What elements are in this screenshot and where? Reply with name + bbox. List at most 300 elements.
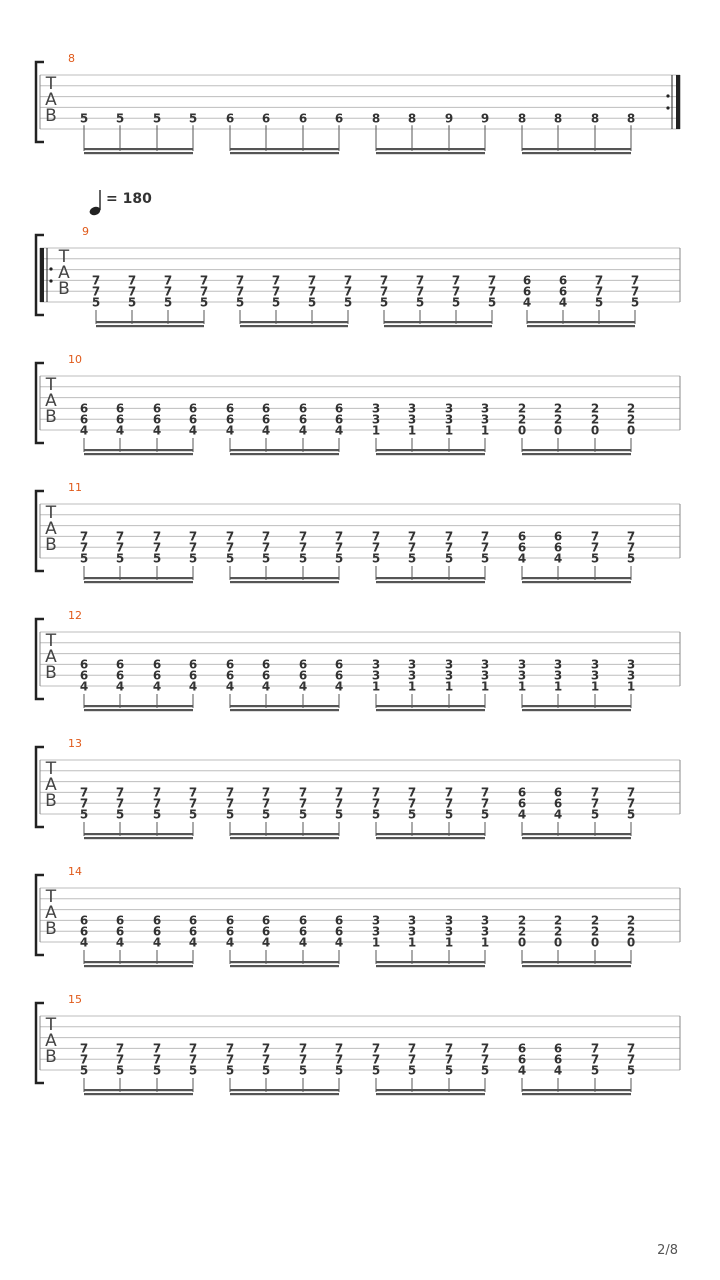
fret-number: 6: [152, 401, 162, 416]
fret-number: 7: [79, 540, 89, 555]
beam-secondary: [84, 1093, 193, 1095]
fret-number: 7: [594, 273, 604, 288]
fret-number: 2: [626, 412, 636, 427]
fret-number: 7: [626, 529, 636, 544]
beam-primary: [376, 449, 485, 451]
fret-number: 5: [225, 807, 235, 822]
beam-secondary: [84, 837, 193, 839]
fret-number: 7: [626, 540, 636, 555]
measure-number: 13: [68, 737, 82, 750]
fret-number: 4: [298, 679, 308, 694]
fret-number: 1: [371, 423, 381, 438]
fret-number: 5: [407, 551, 417, 566]
fret-number: 2: [590, 924, 600, 939]
fret-number: 6: [225, 924, 235, 939]
fret-number: 9: [480, 111, 490, 126]
beam-primary: [84, 705, 193, 707]
tab-clef-a: A: [45, 775, 57, 795]
fret-number: 5: [115, 807, 125, 822]
fret-number: 7: [480, 785, 490, 800]
fret-number: 7: [188, 785, 198, 800]
fret-number: 6: [188, 913, 198, 928]
fret-number: 7: [235, 273, 245, 288]
page-number: 2/8: [657, 1243, 678, 1258]
fret-number: 7: [444, 1052, 454, 1067]
fret-number: 3: [444, 913, 454, 928]
tab-clef-b: B: [45, 663, 57, 683]
tab-clef-b: B: [45, 919, 57, 939]
fret-number: 2: [553, 401, 563, 416]
fret-number: 6: [188, 924, 198, 939]
fret-number: 1: [590, 679, 600, 694]
fret-number: 7: [444, 796, 454, 811]
fret-number: 4: [522, 295, 532, 310]
fret-number: 4: [188, 423, 198, 438]
fret-number: 8: [590, 111, 600, 126]
beam-primary: [230, 148, 339, 150]
fret-number: 6: [298, 111, 308, 126]
fret-number: 0: [590, 935, 600, 950]
fret-number: 3: [371, 668, 381, 683]
tab-clef-a: A: [45, 647, 57, 667]
fret-number: 5: [379, 295, 389, 310]
measure-number: 9: [82, 225, 89, 238]
fret-number: 6: [225, 412, 235, 427]
beam-primary: [527, 321, 635, 323]
fret-number: 7: [626, 1041, 636, 1056]
fret-number: 7: [415, 284, 425, 299]
fret-number: 5: [261, 1063, 271, 1078]
fret-number: 6: [517, 785, 527, 800]
fret-number: 7: [115, 785, 125, 800]
tab-clef-b: B: [45, 407, 57, 427]
fret-number: 7: [594, 284, 604, 299]
fret-number: 7: [188, 1041, 198, 1056]
fret-number: 5: [261, 551, 271, 566]
fret-number: 4: [115, 423, 125, 438]
fret-number: 7: [371, 1052, 381, 1067]
fret-number: 6: [261, 913, 271, 928]
fret-number: 7: [225, 1041, 235, 1056]
fret-number: 7: [480, 796, 490, 811]
beam-primary: [522, 577, 631, 579]
beam-secondary: [376, 1093, 485, 1095]
fret-number: 6: [334, 668, 344, 683]
fret-number: 7: [152, 785, 162, 800]
fret-number: 5: [444, 551, 454, 566]
fret-number: 3: [480, 412, 490, 427]
tab-clef-t: T: [45, 631, 57, 651]
beam-primary: [240, 321, 348, 323]
beam-secondary: [376, 837, 485, 839]
fret-number: 5: [407, 807, 417, 822]
fret-number: 0: [626, 423, 636, 438]
beam-primary: [376, 705, 485, 707]
fret-number: 3: [407, 668, 417, 683]
beam-primary: [376, 148, 485, 150]
fret-number: 4: [298, 935, 308, 950]
tab-clef-t: T: [45, 375, 57, 395]
fret-number: 6: [517, 1041, 527, 1056]
fret-number: 6: [188, 668, 198, 683]
fret-number: 5: [188, 1063, 198, 1078]
fret-number: 2: [626, 924, 636, 939]
fret-number: 5: [626, 551, 636, 566]
beam-secondary: [384, 325, 492, 327]
tab-clef-a: A: [45, 519, 57, 539]
fret-number: 4: [79, 679, 89, 694]
fret-number: 0: [553, 935, 563, 950]
tab-clef-t: T: [58, 247, 70, 267]
fret-number: 6: [553, 785, 563, 800]
fret-number: 7: [115, 1041, 125, 1056]
fret-number: 7: [298, 529, 308, 544]
fret-number: 5: [225, 551, 235, 566]
repeat-dot: [49, 279, 52, 282]
fret-number: 6: [553, 796, 563, 811]
fret-number: 3: [553, 657, 563, 672]
fret-number: 5: [152, 111, 162, 126]
fret-number: 4: [152, 679, 162, 694]
fret-number: 3: [590, 657, 600, 672]
fret-number: 4: [79, 423, 89, 438]
fret-number: 7: [480, 540, 490, 555]
tab-clef-t: T: [45, 759, 57, 779]
fret-number: 6: [298, 668, 308, 683]
fret-number: 3: [407, 401, 417, 416]
fret-number: 7: [152, 540, 162, 555]
fret-number: 5: [225, 1063, 235, 1078]
fret-number: 7: [451, 273, 461, 288]
fret-number: 8: [371, 111, 381, 126]
fret-number: 5: [480, 551, 490, 566]
beam-primary: [522, 1089, 631, 1091]
fret-number: 7: [590, 540, 600, 555]
beam-primary: [230, 449, 339, 451]
fret-number: 7: [115, 796, 125, 811]
staff-system: [36, 225, 680, 327]
fret-number: 7: [225, 1052, 235, 1067]
fret-number: 4: [225, 935, 235, 950]
fret-number: 4: [517, 551, 527, 566]
fret-number: 7: [225, 529, 235, 544]
tempo-value: = 180: [106, 191, 152, 207]
fret-number: 3: [371, 924, 381, 939]
fret-number: 7: [261, 796, 271, 811]
fret-number: 5: [626, 1063, 636, 1078]
beam-secondary: [527, 325, 635, 327]
fret-number: 1: [407, 679, 417, 694]
fret-number: 7: [334, 796, 344, 811]
fret-number: 6: [115, 412, 125, 427]
fret-number: 2: [553, 412, 563, 427]
fret-number: 6: [79, 913, 89, 928]
fret-number: 7: [298, 1052, 308, 1067]
fret-number: 6: [522, 284, 532, 299]
fret-number: 7: [343, 284, 353, 299]
fret-number: 3: [480, 401, 490, 416]
tab-clef-a: A: [58, 263, 70, 283]
fret-number: 7: [407, 1041, 417, 1056]
fret-number: 7: [407, 529, 417, 544]
fret-number: 7: [407, 1052, 417, 1067]
fret-number: 7: [79, 785, 89, 800]
tab-clef-a: A: [45, 903, 57, 923]
fret-number: 7: [152, 1041, 162, 1056]
fret-number: 6: [261, 111, 271, 126]
fret-number: 6: [558, 273, 568, 288]
beam-secondary: [230, 152, 339, 154]
staff-system: [36, 993, 680, 1095]
fret-number: 4: [334, 423, 344, 438]
beam-secondary: [522, 1093, 631, 1095]
fret-number: 4: [225, 679, 235, 694]
beam-secondary: [522, 581, 631, 583]
beam-secondary: [230, 1093, 339, 1095]
fret-number: 4: [225, 423, 235, 438]
fret-number: 7: [379, 284, 389, 299]
beam-secondary: [522, 709, 631, 711]
fret-number: 5: [79, 1063, 89, 1078]
fret-number: 5: [407, 1063, 417, 1078]
fret-number: 3: [626, 657, 636, 672]
fret-number: 3: [480, 913, 490, 928]
fret-number: 3: [407, 924, 417, 939]
fret-number: 5: [188, 551, 198, 566]
beam-primary: [522, 961, 631, 963]
fret-number: 7: [451, 284, 461, 299]
fret-number: 7: [480, 1052, 490, 1067]
fret-number: 6: [553, 1052, 563, 1067]
fret-number: 4: [298, 423, 308, 438]
beam-primary: [84, 148, 193, 150]
fret-number: 7: [630, 284, 640, 299]
beam-primary: [522, 148, 631, 150]
tab-clef-b: B: [45, 106, 57, 126]
tab-clef-b: B: [45, 535, 57, 555]
fret-number: 6: [261, 668, 271, 683]
fret-number: 5: [307, 295, 317, 310]
fret-number: 5: [371, 807, 381, 822]
fret-number: 6: [225, 913, 235, 928]
fret-number: 5: [444, 1063, 454, 1078]
fret-number: 8: [626, 111, 636, 126]
beam-secondary: [376, 965, 485, 967]
fret-number: 7: [334, 1041, 344, 1056]
fret-number: 4: [517, 807, 527, 822]
fret-number: 3: [517, 668, 527, 683]
beam-secondary: [522, 453, 631, 455]
fret-number: 5: [630, 295, 640, 310]
repeat-start-thick-bar: [40, 248, 44, 302]
fret-number: 9: [444, 111, 454, 126]
fret-number: 7: [271, 284, 281, 299]
measure-number: 11: [68, 481, 82, 494]
fret-number: 7: [91, 273, 101, 288]
beam-secondary: [84, 152, 193, 154]
fret-number: 1: [444, 935, 454, 950]
tab-clef-a: A: [45, 90, 57, 110]
fret-number: 6: [558, 284, 568, 299]
fret-number: 1: [480, 679, 490, 694]
fret-number: 6: [225, 668, 235, 683]
fret-number: 3: [517, 657, 527, 672]
fret-number: 5: [334, 807, 344, 822]
beam-primary: [230, 705, 339, 707]
fret-number: 2: [590, 913, 600, 928]
fret-number: 5: [79, 807, 89, 822]
fret-number: 6: [334, 412, 344, 427]
tempo-marking: [88, 190, 152, 217]
fret-number: 8: [553, 111, 563, 126]
fret-number: 3: [444, 924, 454, 939]
beam-secondary: [230, 709, 339, 711]
measure-number: 12: [68, 609, 82, 622]
fret-number: 4: [558, 295, 568, 310]
fret-number: 6: [334, 111, 344, 126]
fret-number: 1: [371, 935, 381, 950]
fret-number: 6: [152, 412, 162, 427]
fret-number: 4: [553, 807, 563, 822]
fret-number: 7: [487, 273, 497, 288]
beam-secondary: [522, 837, 631, 839]
fret-number: 6: [79, 657, 89, 672]
beam-primary: [376, 833, 485, 835]
fret-number: 4: [152, 423, 162, 438]
fret-number: 7: [590, 1052, 600, 1067]
fret-number: 7: [298, 540, 308, 555]
fret-number: 2: [517, 401, 527, 416]
tab-clef-a: A: [45, 391, 57, 411]
fret-number: 5: [79, 551, 89, 566]
fret-number: 7: [115, 529, 125, 544]
fret-number: 7: [152, 1052, 162, 1067]
fret-number: 5: [415, 295, 425, 310]
fret-number: 3: [590, 668, 600, 683]
fret-number: 7: [79, 1052, 89, 1067]
fret-number: 7: [261, 785, 271, 800]
tab-clef-t: T: [45, 1015, 57, 1035]
fret-number: 7: [225, 785, 235, 800]
fret-number: 7: [626, 1052, 636, 1067]
beam-secondary: [376, 453, 485, 455]
staff-system: [36, 52, 680, 154]
beam-primary: [230, 577, 339, 579]
staff-system: [36, 865, 680, 967]
fret-number: 2: [517, 924, 527, 939]
fret-number: 7: [371, 796, 381, 811]
fret-number: 0: [553, 423, 563, 438]
fret-number: 7: [371, 1041, 381, 1056]
fret-number: 7: [188, 1052, 198, 1067]
fret-number: 3: [371, 657, 381, 672]
fret-number: 4: [188, 679, 198, 694]
fret-number: 8: [517, 111, 527, 126]
beam-primary: [96, 321, 204, 323]
fret-number: 7: [298, 1041, 308, 1056]
staff-system: [36, 737, 680, 839]
fret-number: 6: [152, 924, 162, 939]
beam-primary: [376, 961, 485, 963]
fret-number: 6: [79, 924, 89, 939]
fret-number: 4: [261, 935, 271, 950]
fret-number: 5: [127, 295, 137, 310]
fret-number: 7: [415, 273, 425, 288]
beam-primary: [522, 833, 631, 835]
fret-number: 7: [334, 529, 344, 544]
fret-number: 6: [334, 657, 344, 672]
fret-number: 5: [261, 807, 271, 822]
fret-number: 7: [343, 273, 353, 288]
repeat-dot: [666, 106, 669, 109]
fret-number: 6: [522, 273, 532, 288]
fret-number: 3: [444, 657, 454, 672]
fret-number: 6: [261, 924, 271, 939]
fret-number: 7: [79, 796, 89, 811]
beam-primary: [384, 321, 492, 323]
fret-number: 3: [407, 657, 417, 672]
fret-number: 1: [444, 679, 454, 694]
fret-number: 6: [115, 913, 125, 928]
tab-clef-b: B: [45, 1047, 57, 1067]
fret-number: 2: [553, 924, 563, 939]
tab-clef-t: T: [45, 887, 57, 907]
fret-number: 6: [298, 657, 308, 672]
repeat-end-thick-bar: [676, 75, 680, 129]
fret-number: 2: [626, 401, 636, 416]
fret-number: 6: [115, 668, 125, 683]
beam-secondary: [84, 453, 193, 455]
fret-number: 5: [298, 807, 308, 822]
beam-primary: [84, 449, 193, 451]
fret-number: 5: [235, 295, 245, 310]
fret-number: 5: [188, 111, 198, 126]
fret-number: 6: [225, 401, 235, 416]
fret-number: 7: [261, 1041, 271, 1056]
fret-number: 5: [91, 295, 101, 310]
fret-number: 7: [371, 529, 381, 544]
fret-number: 6: [188, 412, 198, 427]
fret-number: 7: [307, 284, 317, 299]
fret-number: 3: [444, 412, 454, 427]
fret-number: 5: [188, 807, 198, 822]
fret-number: 7: [379, 273, 389, 288]
fret-number: 7: [199, 284, 209, 299]
fret-number: 6: [553, 529, 563, 544]
fret-number: 0: [626, 935, 636, 950]
fret-number: 7: [163, 273, 173, 288]
fret-number: 7: [407, 796, 417, 811]
beam-primary: [84, 961, 193, 963]
fret-number: 7: [79, 529, 89, 544]
fret-number: 7: [271, 273, 281, 288]
fret-number: 6: [225, 657, 235, 672]
tab-clef-a: A: [45, 1031, 57, 1051]
fret-number: 7: [261, 1052, 271, 1067]
fret-number: 4: [261, 679, 271, 694]
tab-clef-b: B: [45, 791, 57, 811]
beam-secondary: [230, 837, 339, 839]
beam-secondary: [522, 965, 631, 967]
fret-number: 6: [334, 913, 344, 928]
measure-number: 15: [68, 993, 82, 1006]
fret-number: 7: [225, 796, 235, 811]
fret-number: 2: [553, 913, 563, 928]
fret-number: 4: [553, 1063, 563, 1078]
fret-number: 7: [444, 529, 454, 544]
fret-number: 6: [152, 657, 162, 672]
fret-number: 7: [444, 540, 454, 555]
